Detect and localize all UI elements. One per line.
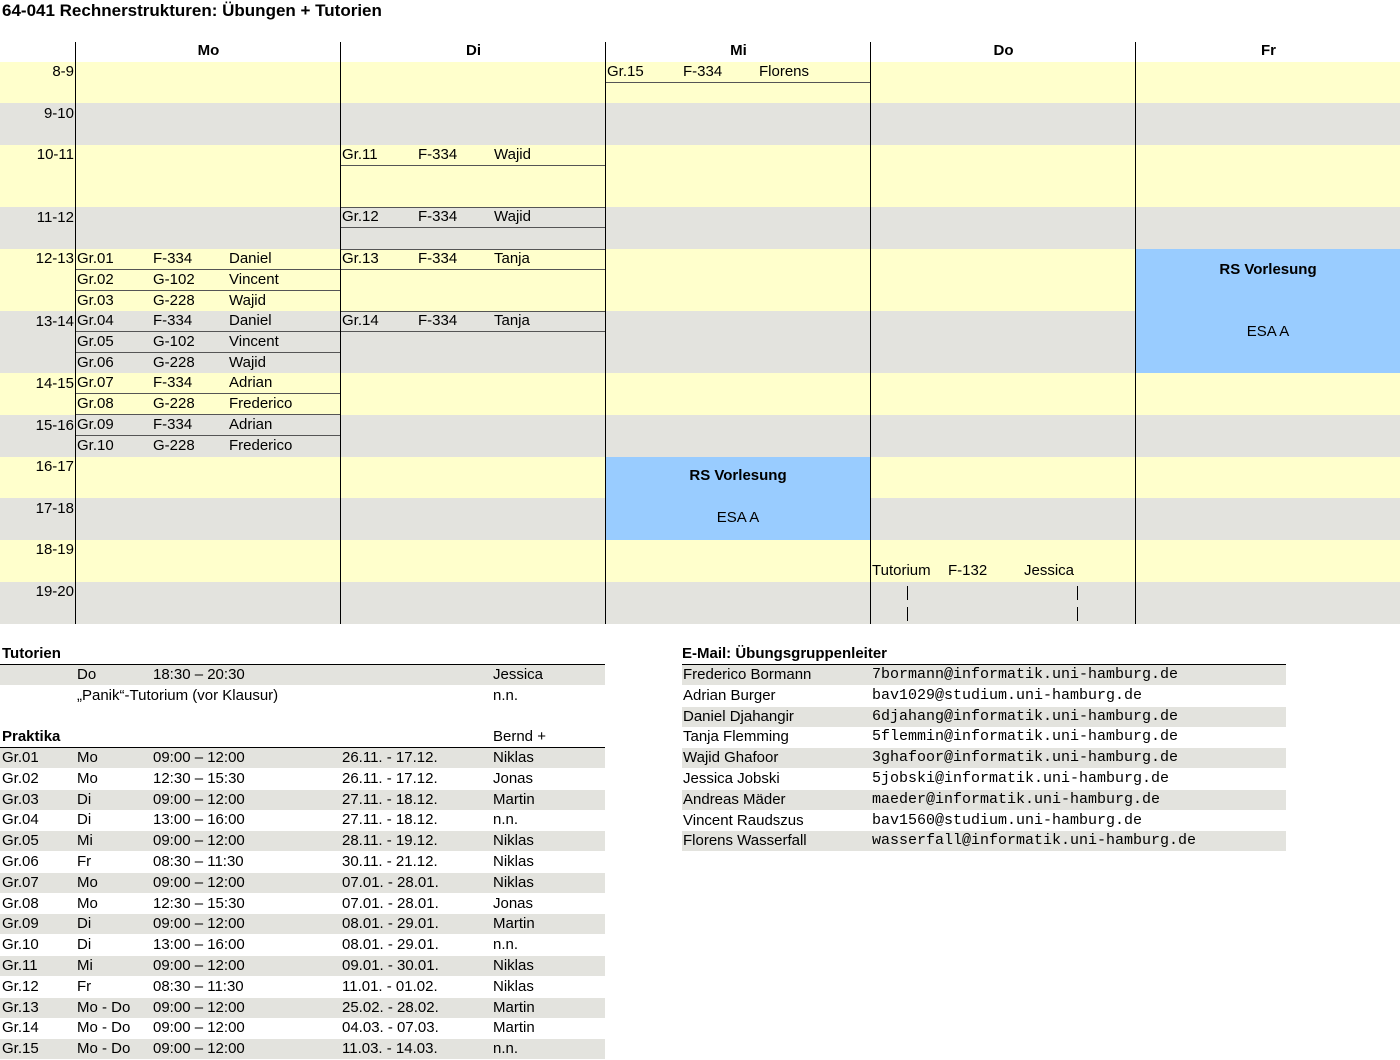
table-row <box>0 1039 605 1059</box>
group-id: Gr.10 <box>77 437 114 454</box>
lecture-room: ESA A <box>716 509 760 526</box>
tutorial-span-marker <box>1077 586 1078 600</box>
praktikum-who: Martin <box>493 1019 535 1037</box>
table-row <box>0 956 605 976</box>
praktikum-g: Gr.04 <box>2 811 39 829</box>
hour-band <box>0 540 1400 582</box>
group-tutor: Daniel <box>229 312 272 329</box>
group-id: Gr.13 <box>342 250 379 267</box>
lecture-room: ESA A <box>1246 323 1290 340</box>
table-row <box>0 852 605 872</box>
tutorial-cell-do <box>871 561 1135 581</box>
praktikum-g: Gr.05 <box>2 832 39 850</box>
group-tutor: Daniel <box>229 250 272 267</box>
table-row <box>0 977 605 997</box>
praktikum-time: 08:30 – 11:30 <box>153 853 244 870</box>
praktikum-who: Jonas <box>493 894 534 912</box>
table-row <box>0 894 605 914</box>
group-id: Gr.08 <box>77 395 114 412</box>
leader-name: Vincent Raudszus <box>683 811 804 829</box>
group-tutor: Wajid <box>229 354 266 371</box>
praktikum-g: Gr.15 <box>2 1040 39 1058</box>
table-row <box>682 831 1286 851</box>
time-label: 11-12 <box>36 209 74 226</box>
day-header-fr: Fr <box>1261 42 1276 59</box>
table-row <box>0 748 605 768</box>
praktikum-time: 09:00 – 12:00 <box>153 957 245 974</box>
praktikum-g: Gr.09 <box>2 915 39 933</box>
group-cell-mo <box>76 311 340 332</box>
table-row <box>682 665 1286 685</box>
praktikum-dates: 28.11. - 19.12. <box>342 832 438 850</box>
praktikum-dates: 04.03. - 07.03. <box>342 1019 439 1037</box>
group-tutor: Tanja <box>494 250 530 267</box>
praktikum-who: Niklas <box>493 749 534 766</box>
hour-band <box>0 207 1400 249</box>
praktikum-day: Di <box>77 790 92 808</box>
praktikum-day: Fr <box>77 977 92 995</box>
day-header-di: Di <box>466 42 481 59</box>
praktikum-g: Gr.01 <box>2 749 39 766</box>
lecture-block-fr <box>1136 249 1400 373</box>
leader-email[interactable]: maeder@informatik.uni-hamburg.de <box>872 790 1161 808</box>
tutorium-time: 18:30 – 20:30 <box>153 666 245 683</box>
praktikum-time: 09:00 – 12:00 <box>153 873 245 891</box>
praktikum-g: Gr.14 <box>2 1019 39 1037</box>
group-id: Gr.11 <box>342 146 378 163</box>
tutorial-label: Tutorium <box>872 562 931 579</box>
table-row <box>0 810 605 830</box>
praktikum-g: Gr.02 <box>2 769 39 787</box>
table-row <box>0 790 605 810</box>
time-label: 9-10 <box>43 105 74 122</box>
hour-band <box>0 145 1400 207</box>
praktikum-time: 09:00 – 12:00 <box>153 915 245 933</box>
praktikum-dates: 11.01. - 01.02. <box>342 977 438 995</box>
praktikum-who: Niklas <box>493 832 534 850</box>
group-room: F-334 <box>418 312 458 329</box>
table-row <box>682 811 1286 831</box>
group-room: F-334 <box>683 63 723 80</box>
praktikum-g: Gr.07 <box>2 873 39 891</box>
group-id: Gr.01 <box>77 250 114 267</box>
praktikum-dates: 08.01. - 29.01. <box>342 936 439 954</box>
tutorial-room: F-132 <box>948 562 988 579</box>
praktikum-g: Gr.10 <box>2 936 39 954</box>
praktikum-day: Mi <box>77 957 93 974</box>
group-room: G-228 <box>153 354 195 371</box>
tutorien-heading: Tutorien <box>2 645 61 662</box>
group-id: Gr.14 <box>342 312 379 329</box>
group-tutor: Florens <box>759 63 810 80</box>
praktikum-dates: 27.11. - 18.12. <box>342 790 438 808</box>
group-room: F-334 <box>153 250 193 267</box>
table-row <box>0 873 605 893</box>
leader-email[interactable]: bav1560@studium.uni-hamburg.de <box>872 811 1143 829</box>
group-cell-di <box>341 249 605 270</box>
praktikum-who: Jonas <box>493 769 534 787</box>
column-divider <box>1135 42 1136 624</box>
praktikum-g: Gr.13 <box>2 998 39 1016</box>
group-tutor: Frederico <box>229 437 293 454</box>
praktikum-day: Di <box>77 936 92 954</box>
tutorial-tutor: Jessica <box>1024 562 1075 579</box>
group-tutor: Adrian <box>229 374 273 391</box>
praktikum-who: Martin <box>493 998 535 1016</box>
leader-name: Jessica Jobski <box>683 770 780 787</box>
group-cell-mo <box>76 415 340 436</box>
tutorial-span-marker <box>907 607 908 621</box>
group-cell-di <box>341 207 605 228</box>
group-room: G-228 <box>153 437 195 454</box>
praktikum-day: Mo <box>77 769 98 787</box>
praktikum-dates: 09.01. - 30.01. <box>342 957 439 974</box>
time-label: 12-13 <box>35 250 74 267</box>
praktikum-day: Mo <box>77 894 98 912</box>
leader-email[interactable]: bav1029@studium.uni-hamburg.de <box>872 686 1143 704</box>
praktikum-dates: 08.01. - 29.01. <box>342 915 439 933</box>
time-label: 19-20 <box>35 583 74 600</box>
tutorial-span-marker <box>907 586 908 600</box>
praktikum-who: n.n. <box>493 936 519 954</box>
group-room: F-334 <box>153 416 193 433</box>
praktika-who-heading: Bernd + <box>493 728 546 745</box>
time-label: 18-19 <box>35 541 74 558</box>
group-cell-mo <box>76 353 340 373</box>
group-room: G-228 <box>153 292 195 309</box>
praktikum-day: Mo <box>77 749 98 766</box>
praktikum-time: 13:00 – 16:00 <box>153 811 245 829</box>
time-label: 10-11 <box>36 146 74 163</box>
table-row <box>682 769 1286 789</box>
leader-email[interactable]: 6djahang@informatik.uni-hamburg.de <box>872 707 1179 725</box>
praktikum-who: Niklas <box>493 853 534 870</box>
group-room: G-102 <box>153 333 195 350</box>
tutorium-tutor: Jessica <box>493 666 544 683</box>
leader-name: Andreas Mäder <box>683 790 786 808</box>
leader-name: Wajid Ghafoor <box>683 749 779 767</box>
tutorium-day: Do <box>77 666 97 683</box>
praktikum-g: Gr.06 <box>2 853 39 870</box>
praktikum-dates: 27.11. - 18.12. <box>342 811 438 829</box>
group-room: F-334 <box>418 250 458 267</box>
praktikum-who: Niklas <box>493 977 534 995</box>
hour-band <box>0 582 1400 624</box>
group-id: Gr.12 <box>342 208 379 225</box>
group-tutor: Tanja <box>494 312 530 329</box>
praktikum-day: Mo - Do <box>77 998 131 1016</box>
group-cell-mi <box>606 62 870 83</box>
time-label: 13-14 <box>35 313 74 330</box>
praktikum-time: 09:00 – 12:00 <box>153 1019 245 1037</box>
table-row <box>0 935 605 955</box>
praktikum-dates: 30.11. - 21.12. <box>342 853 438 870</box>
lecture-title: RS Vorlesung <box>689 467 787 484</box>
tutorial-span-marker <box>1077 607 1078 621</box>
column-divider <box>605 42 606 624</box>
table-row <box>682 790 1286 810</box>
praktikum-day: Mo - Do <box>77 1019 131 1037</box>
group-cell-mo <box>76 291 340 311</box>
group-id: Gr.15 <box>607 63 644 80</box>
lecture-title: RS Vorlesung <box>1219 261 1317 278</box>
group-room: F-334 <box>153 374 193 391</box>
praktikum-time: 08:30 – 11:30 <box>153 977 244 995</box>
table-row <box>0 686 605 706</box>
group-tutor: Vincent <box>229 333 279 350</box>
praktikum-day: Fr <box>77 853 92 870</box>
group-id: Gr.07 <box>77 374 114 391</box>
group-tutor: Wajid <box>494 146 531 163</box>
praktikum-day: Di <box>77 811 92 829</box>
group-tutor: Wajid <box>494 208 531 225</box>
praktikum-time: 12:30 – 15:30 <box>153 769 245 787</box>
hour-band <box>0 103 1400 145</box>
time-label: 8-9 <box>52 63 74 80</box>
praktikum-dates: 26.11. - 17.12. <box>342 749 438 766</box>
praktikum-who: n.n. <box>493 811 519 829</box>
group-room: F-334 <box>153 312 193 329</box>
group-id: Gr.05 <box>77 333 114 350</box>
leader-email[interactable]: 3ghafoor@informatik.uni-hamburg.de <box>872 749 1179 767</box>
table-row <box>0 914 605 934</box>
praktikum-dates: 07.01. - 28.01. <box>342 894 439 912</box>
group-cell-mo <box>76 394 340 415</box>
group-tutor: Adrian <box>229 416 273 433</box>
group-cell-mo <box>76 332 340 353</box>
praktikum-day: Mo <box>77 873 98 891</box>
praktikum-dates: 26.11. - 17.12. <box>342 769 438 787</box>
praktikum-g: Gr.08 <box>2 894 39 912</box>
praktikum-g: Gr.11 <box>2 957 38 974</box>
table-row <box>682 748 1286 768</box>
praktikum-dates: 07.01. - 28.01. <box>342 873 439 891</box>
group-cell-mo <box>76 270 340 291</box>
group-room: G-228 <box>153 395 195 412</box>
group-tutor: Wajid <box>229 292 266 309</box>
praktikum-time: 09:00 – 12:00 <box>153 998 245 1016</box>
praktikum-who: Niklas <box>493 957 534 974</box>
time-label: 17-18 <box>35 500 74 517</box>
leader-email[interactable]: 5jobski@informatik.uni-hamburg.de <box>872 770 1170 787</box>
praktikum-g: Gr.12 <box>2 977 39 995</box>
column-divider <box>340 42 341 624</box>
column-divider <box>870 42 871 624</box>
praktikum-time: 09:00 – 12:00 <box>153 1040 245 1058</box>
lecture-block-mi <box>606 457 870 540</box>
tutorium-day: „Panik“-Tutorium (vor Klausur) <box>77 687 279 704</box>
praktikum-who: Martin <box>493 790 535 808</box>
time-label: 16-17 <box>35 458 74 475</box>
leader-name: Frederico Bormann <box>683 666 812 683</box>
table-row <box>682 686 1286 706</box>
group-cell-di <box>341 145 605 166</box>
praktikum-dates: 25.02. - 28.02. <box>342 998 439 1016</box>
day-header-do: Do <box>993 42 1014 59</box>
group-cell-mo <box>76 249 340 270</box>
praktikum-time: 13:00 – 16:00 <box>153 936 245 954</box>
praktikum-time: 09:00 – 12:00 <box>153 790 245 808</box>
time-label: 15-16 <box>35 417 74 434</box>
table-row <box>0 998 605 1018</box>
group-tutor: Frederico <box>229 395 293 412</box>
praktikum-who: n.n. <box>493 1040 519 1058</box>
praktikum-day: Mi <box>77 832 93 850</box>
group-id: Gr.06 <box>77 354 114 371</box>
leader-name: Florens Wasserfall <box>683 832 807 850</box>
leader-email[interactable]: wasserfall@informatik.uni-hamburg.de <box>872 832 1197 850</box>
day-header-mi: Mi <box>730 42 747 59</box>
tutorium-tutor: n.n. <box>493 687 519 704</box>
group-id: Gr.04 <box>77 312 114 329</box>
time-label: 14-15 <box>35 375 74 392</box>
table-row <box>0 1018 605 1038</box>
group-room: F-334 <box>418 208 458 225</box>
group-id: Gr.02 <box>77 271 114 288</box>
group-cell-mo <box>76 436 340 456</box>
praktikum-dates: 11.03. - 14.03. <box>342 1040 438 1058</box>
email-heading: E-Mail: Übungsgruppenleiter <box>682 645 888 662</box>
leader-email[interactable]: 7bormann@informatik.uni-hamburg.de <box>872 666 1179 683</box>
praktikum-who: Martin <box>493 915 535 933</box>
praktikum-g: Gr.03 <box>2 790 39 808</box>
leader-name: Tanja Flemming <box>683 728 789 746</box>
leader-email[interactable]: 5flemmin@informatik.uni-hamburg.de <box>872 728 1179 746</box>
table-row <box>0 665 605 685</box>
group-cell-di <box>341 311 605 332</box>
praktikum-who: Niklas <box>493 873 534 891</box>
praktikum-day: Di <box>77 915 92 933</box>
group-room: F-334 <box>418 146 458 163</box>
group-cell-mo <box>76 373 340 394</box>
praktikum-day: Mo - Do <box>77 1040 131 1058</box>
page-title: 64-041 Rechnerstrukturen: Übungen + Tutorien <box>2 1 382 20</box>
group-room: G-102 <box>153 271 195 288</box>
praktika-heading: Praktika <box>2 728 61 745</box>
praktikum-time: 09:00 – 12:00 <box>153 832 245 850</box>
leader-name: Daniel Djahangir <box>683 707 794 725</box>
table-row <box>682 707 1286 727</box>
table-row <box>0 831 605 851</box>
table-row <box>682 727 1286 747</box>
group-id: Gr.09 <box>77 416 114 433</box>
leader-name: Adrian Burger <box>683 686 776 704</box>
group-tutor: Vincent <box>229 271 279 288</box>
praktikum-time: 12:30 – 15:30 <box>153 894 245 912</box>
group-id: Gr.03 <box>77 292 114 309</box>
table-row <box>0 769 605 789</box>
day-header-mo: Mo <box>197 42 220 59</box>
praktikum-time: 09:00 – 12:00 <box>153 749 245 766</box>
